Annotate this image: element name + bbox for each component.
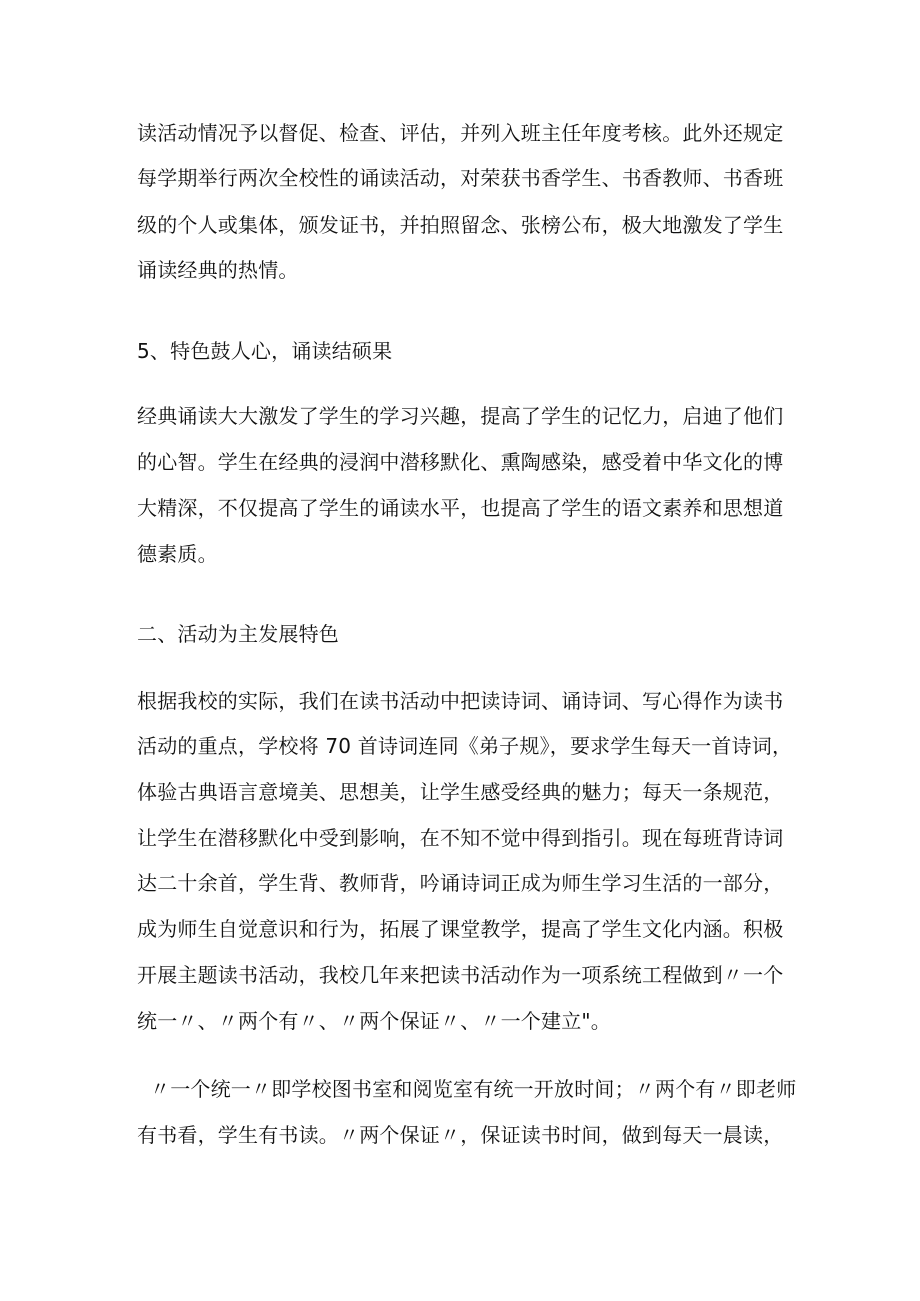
paragraph-3-line-4: 让学生在潜移默化中受到影响，在不知不觉中得到指引。现在每班背诗词 xyxy=(137,826,784,850)
paragraph-3-line-6: 成为师生自觉意识和行为，拓展了课堂教学，提高了学生文化内涵。积极 xyxy=(137,917,784,941)
paragraph-3-line-7: 开展主题读书活动，我校几年来把读书活动作为一项系统工程做到〃一个 xyxy=(137,963,784,987)
paragraph-3-line-2: 活动的重点，学校将 70 首诗词连同《弟子规》，要求学生每天一首诗词， xyxy=(137,734,793,758)
section-heading-5: 5、特色鼓人心，诵读结硕果 xyxy=(137,339,393,363)
paragraph-2-line-1: 经典诵读大大激发了学生的学习兴趣，提高了学生的记忆力，启迪了他们 xyxy=(137,404,784,428)
paragraph-1-line-1: 读活动情况予以督促、检查、评估，并列入班主任年度考核。此外还规定 xyxy=(137,121,784,145)
paragraph-2-line-4: 德素质。 xyxy=(137,542,218,566)
paragraph-1-line-3: 级的个人或集体，颁发证书，并拍照留念、张榜公布，极大地激发了学生 xyxy=(137,213,784,237)
paragraph-3-line-5: 达二十余首，学生背、教师背，吟诵诗词正成为师生学习生活的一部分， xyxy=(137,871,784,895)
paragraph-4-line-2: 有书看，学生有书读。〃两个保证〃，保证读书时间，做到每天一晨读， xyxy=(137,1123,784,1147)
paragraph-3-line-8: 统一〃、〃两个有〃、〃两个保证〃、〃一个建立"。 xyxy=(137,1009,611,1033)
section-heading-2: 二、活动为主发展特色 xyxy=(137,622,339,646)
paragraph-3-line-1: 根据我校的实际，我们在读书活动中把读诗词、诵诗词、写心得作为读书 xyxy=(137,689,784,713)
paragraph-2-line-2: 的心智。学生在经典的浸润中潜移默化、熏陶感染，感受着中华文化的博 xyxy=(137,450,784,474)
paragraph-3-line-3: 体验古典语言意境美、思想美，让学生感受经典的魅力；每天一条规范， xyxy=(137,780,784,804)
paragraph-1-line-4: 诵读经典的热情。 xyxy=(137,258,299,282)
paragraph-2-line-3: 大精深，不仅提高了学生的诵读水平，也提高了学生的语文素养和思想道 xyxy=(137,496,784,520)
paragraph-1-line-2: 每学期举行两次全校性的诵读活动，对荣获书香学生、书香教师、书香班 xyxy=(137,166,784,190)
paragraph-4-line-1: 〃一个统一〃即学校图书室和阅览室有统一开放时间；〃两个有〃即老师 xyxy=(150,1077,797,1101)
